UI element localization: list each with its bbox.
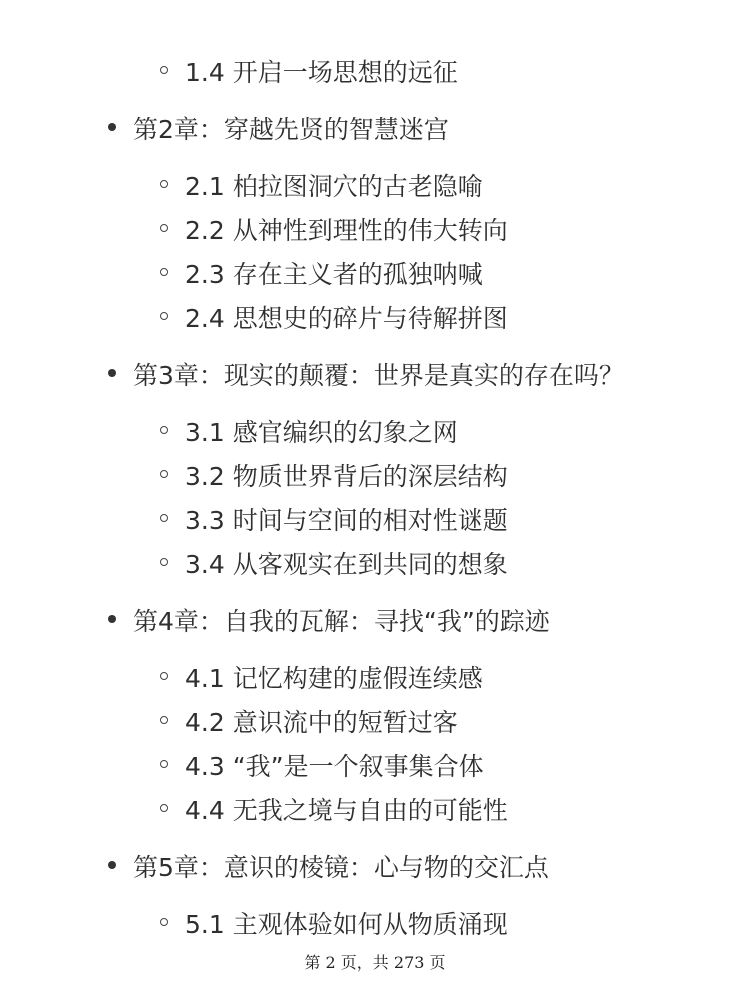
toc-section-1-4 <box>160 55 458 89</box>
hollow-bullet-icon <box>160 180 168 188</box>
toc-section-label: 4.3 “我”是一个叙事集合体 <box>185 752 484 781</box>
filled-bullet-icon <box>108 615 116 623</box>
toc-section-label: 2.3 存在主义者的孤独呐喊 <box>185 260 483 289</box>
filled-bullet-icon <box>108 861 116 869</box>
page-number-footer: 第 2 页，共 273 页 <box>304 953 446 972</box>
toc-section-2-2 <box>160 213 508 247</box>
toc-section-label: 2.4 思想史的碎片与待解拼图 <box>185 304 508 333</box>
toc-section-3-4 <box>160 547 508 581</box>
hollow-bullet-icon <box>160 66 168 74</box>
hollow-bullet-icon <box>160 312 168 320</box>
toc-section-label: 1.4 开启一场思想的远征 <box>185 58 458 87</box>
hollow-bullet-icon <box>160 470 168 478</box>
hollow-bullet-icon <box>160 672 168 680</box>
toc-section-label: 5.1 主观体验如何从物质涌现 <box>185 910 508 939</box>
toc-section-4-3 <box>160 749 484 783</box>
hollow-bullet-icon <box>160 760 168 768</box>
hollow-bullet-icon <box>160 268 168 276</box>
toc-section-label: 3.2 物质世界背后的深层结构 <box>185 462 508 491</box>
toc-chapter-label: 第2章：穿越先贤的智慧迷宫 <box>133 115 449 144</box>
hollow-bullet-icon <box>160 426 168 434</box>
toc-section-label: 3.3 时间与空间的相对性谜题 <box>185 506 508 535</box>
toc-section-2-1 <box>160 169 483 203</box>
toc-section-label: 2.2 从神性到理性的伟大转向 <box>185 216 508 245</box>
toc-section-3-1 <box>160 415 458 449</box>
toc-section-label: 4.2 意识流中的短暂过客 <box>185 708 458 737</box>
toc-section-4-4 <box>160 793 508 827</box>
toc-section-2-4 <box>160 301 508 335</box>
hollow-bullet-icon <box>160 224 168 232</box>
toc-section-5-1 <box>160 907 508 941</box>
toc-chapter-4 <box>108 604 550 638</box>
toc-chapter-3 <box>108 358 624 392</box>
toc-section-3-2 <box>160 459 508 493</box>
toc-chapter-2 <box>108 112 449 146</box>
toc-section-label: 3.1 感官编织的幻象之网 <box>185 418 458 447</box>
toc-section-label: 4.1 记忆构建的虚假连续感 <box>185 664 483 693</box>
toc-chapter-5 <box>108 850 549 884</box>
toc-section-3-3 <box>160 503 508 537</box>
toc-chapter-label: 第5章：意识的棱镜：心与物的交汇点 <box>133 853 549 882</box>
toc-section-label: 3.4 从客观实在到共同的想象 <box>185 550 508 579</box>
toc-section-label: 4.4 无我之境与自由的可能性 <box>185 796 508 825</box>
toc-section-2-3 <box>160 257 483 291</box>
hollow-bullet-icon <box>160 918 168 926</box>
hollow-bullet-icon <box>160 716 168 724</box>
filled-bullet-icon <box>108 369 116 377</box>
toc-chapter-label: 第3章：现实的颠覆：世界是真实的存在吗？ <box>133 361 624 390</box>
hollow-bullet-icon <box>160 514 168 522</box>
hollow-bullet-icon <box>160 804 168 812</box>
hollow-bullet-icon <box>160 558 168 566</box>
toc-section-4-1 <box>160 661 483 695</box>
toc-section-4-2 <box>160 705 458 739</box>
toc-section-label: 2.1 柏拉图洞穴的古老隐喻 <box>185 172 483 201</box>
toc-chapter-label: 第4章：自我的瓦解：寻找“我”的踪迹 <box>133 607 550 636</box>
filled-bullet-icon <box>108 123 116 131</box>
